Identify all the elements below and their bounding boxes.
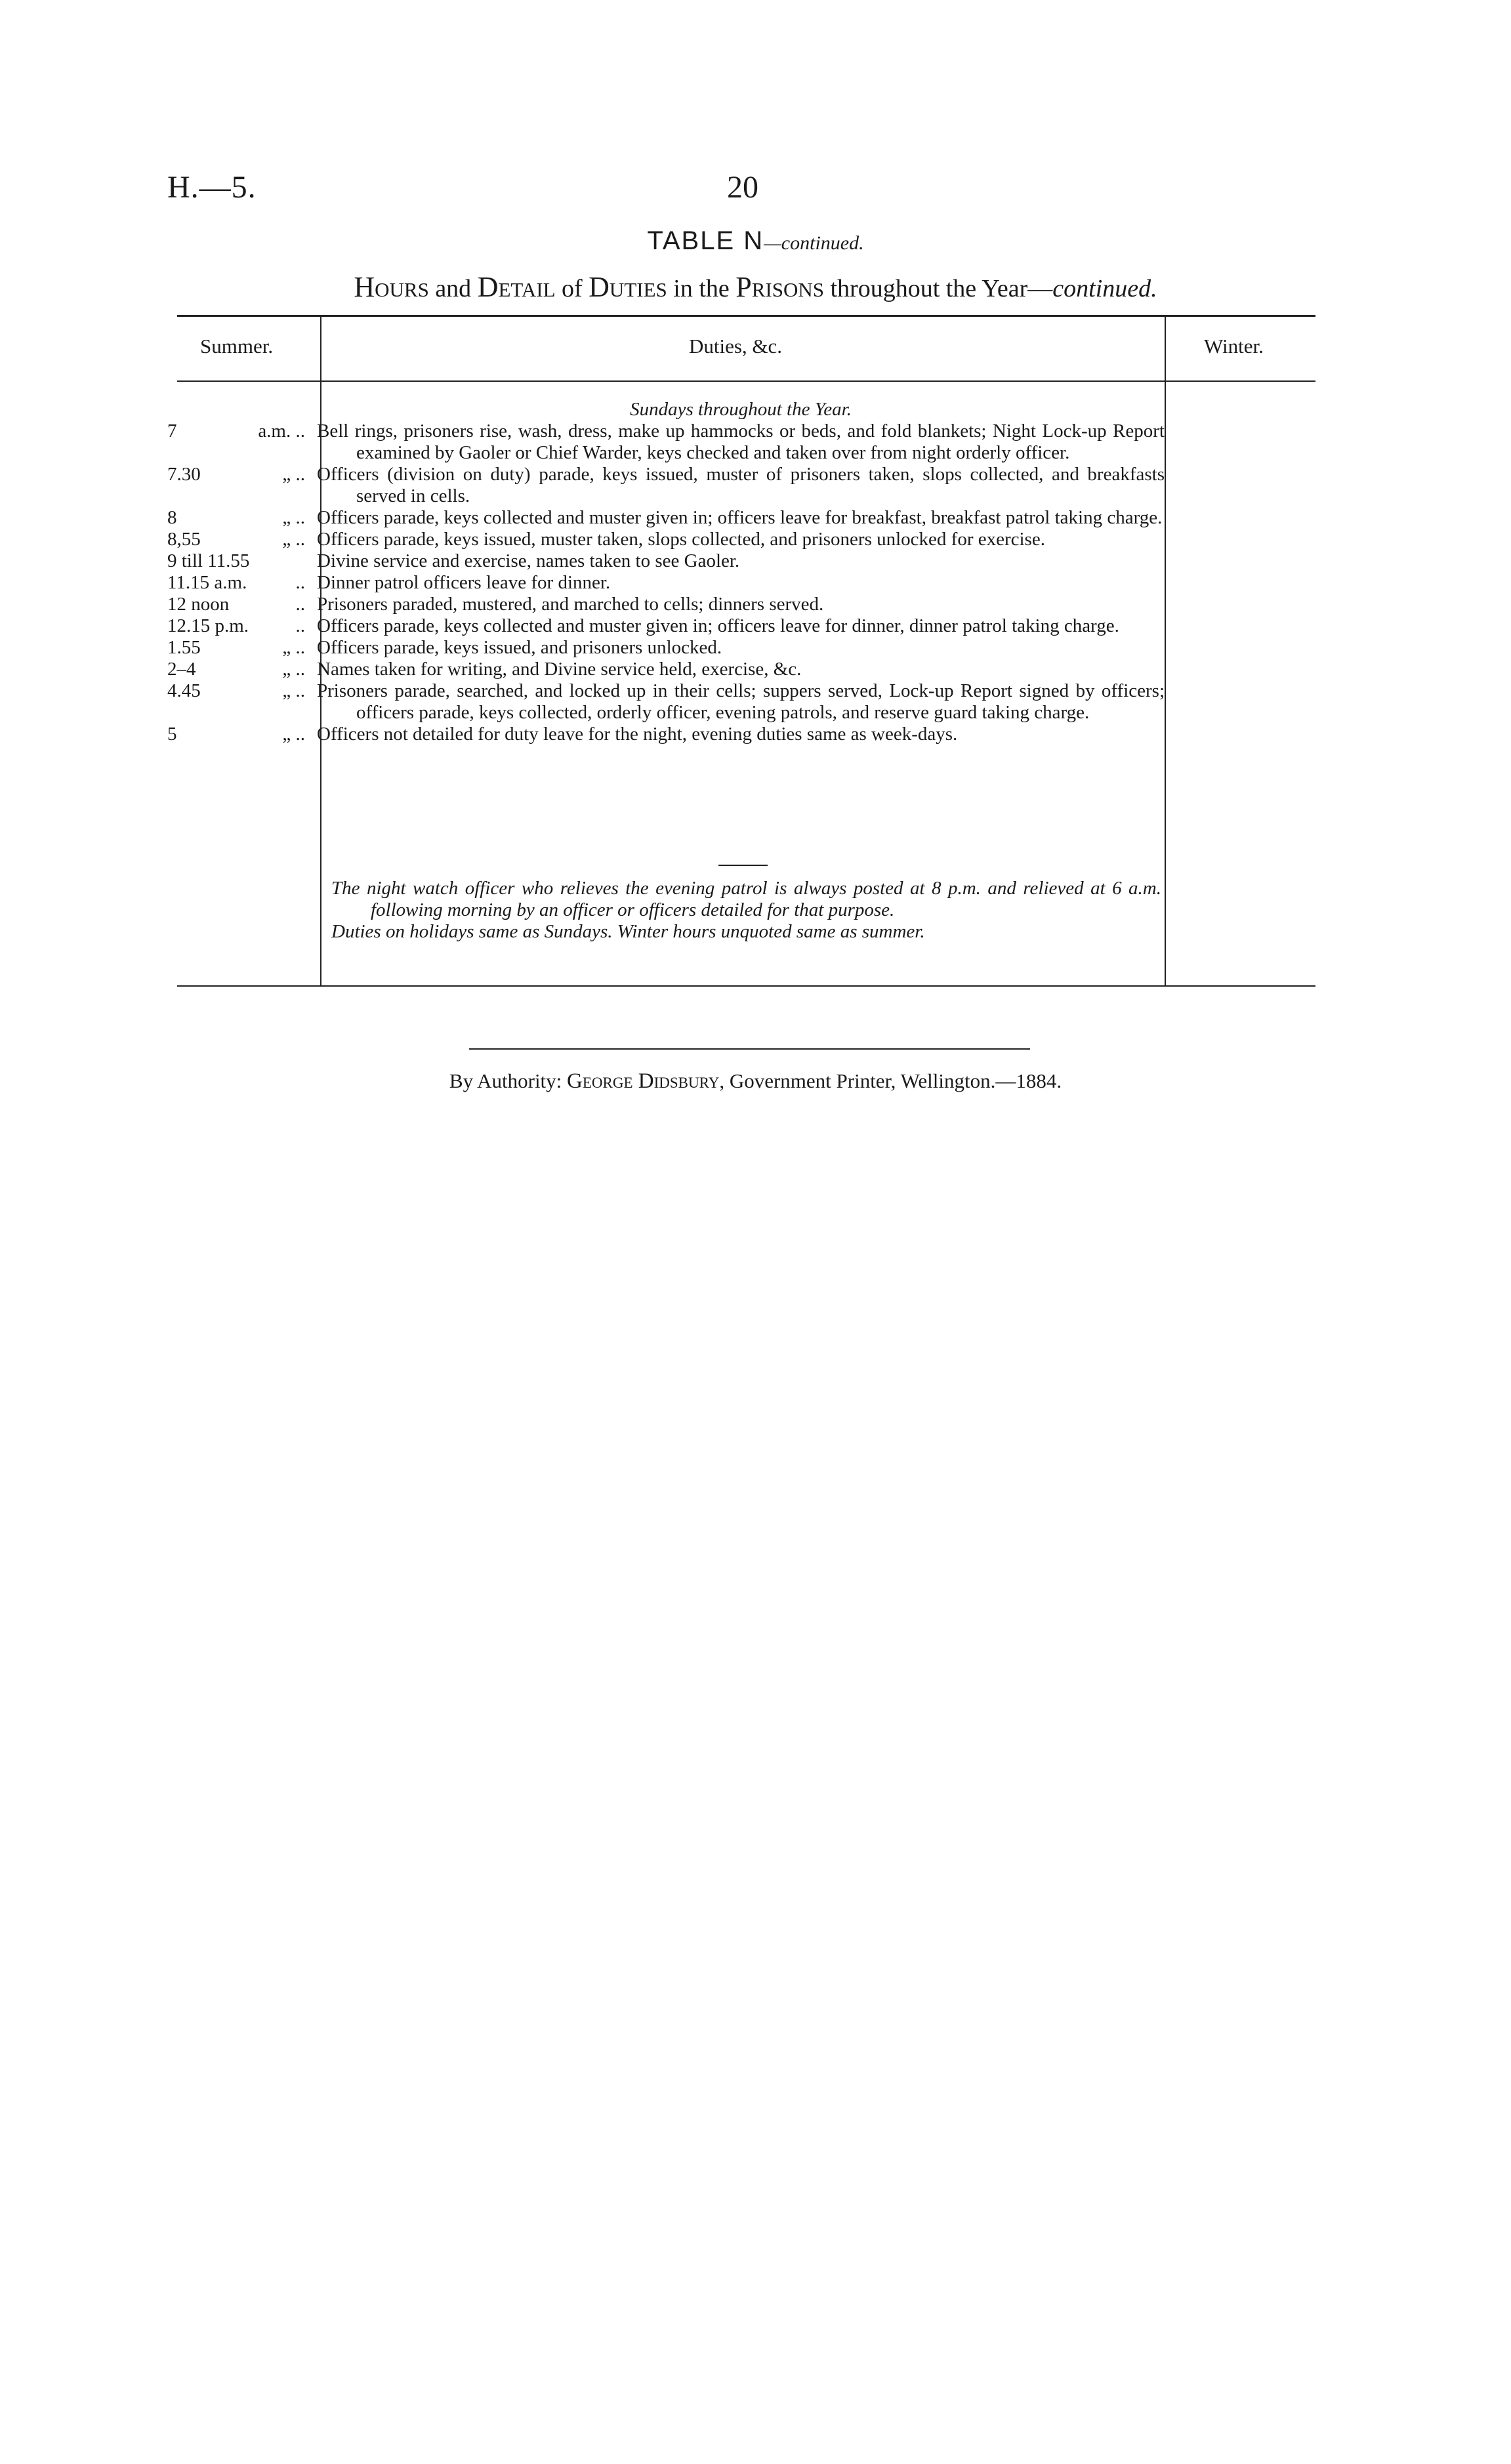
row-time-unit: „ .. <box>282 507 305 528</box>
row-duty: Bell rings, prisoners rise, wash, dress, make up hammocks or beds, and fold blankets; Night Lock-up Report examined by Gaoler or Chief Warder, keys checked and taken over from night orderly officer. <box>317 421 1165 463</box>
imprint-prefix: By Authority: <box>449 1069 568 1092</box>
table-row <box>167 507 1165 529</box>
table-row <box>167 572 1165 594</box>
row-duty: Officers parade, keys collected and muster given in; officers leave for dinner, dinner patrol taking charge. <box>317 615 1119 636</box>
row-time-unit: .. <box>295 572 305 593</box>
row-time-value: 8,55 <box>167 529 201 550</box>
table-row <box>167 637 1165 659</box>
row-time <box>167 572 317 594</box>
subtitle-continued: continued. <box>1052 275 1157 302</box>
row-time-unit: „ .. <box>282 529 305 550</box>
table-header-rule <box>177 380 1315 382</box>
row-time <box>167 507 317 529</box>
row-time-unit: „ .. <box>282 680 305 701</box>
row-time-unit: „ .. <box>282 464 305 485</box>
table-row <box>167 464 1165 507</box>
table-row <box>167 421 1165 464</box>
subtitle-word: Prisons <box>735 271 824 303</box>
table-row <box>167 659 1165 680</box>
row-time-value: 7.30 <box>167 464 201 485</box>
row-time <box>167 637 317 659</box>
row-time-value: 5 <box>167 724 177 745</box>
row-duty: Officers parade, keys collected and muster given in; officers leave for breakfast, breakfast patrol taking charge. <box>317 507 1163 528</box>
row-duty: Officers not detailed for duty leave for the night, evening duties same as week-days. <box>317 724 958 745</box>
table-notes <box>331 878 1161 943</box>
table-title-suffix: —continued. <box>764 232 864 254</box>
row-time <box>167 421 317 464</box>
row-duty: Officers parade, keys issued, muster taken, slops collected, and prisoners unlocked for exercise. <box>317 529 1045 550</box>
row-time <box>167 529 317 550</box>
column-header-winter: Winter. <box>1204 335 1264 358</box>
imprint-printer: George Didsbury <box>567 1069 720 1093</box>
subtitle-word: Duties <box>589 271 667 303</box>
row-time-unit: a.m. .. <box>258 421 305 441</box>
row-time <box>167 615 317 637</box>
row-duty: Officers (division on duty) parade, keys issued, muster of prisoners taken, slops collected, and breakfasts served in cells. <box>317 464 1165 506</box>
row-time <box>167 464 317 507</box>
imprint-suffix: , Government Printer, Wellington.—1884. <box>719 1069 1062 1092</box>
row-duty: Names taken for writing, and Divine service held, exercise, &c. <box>317 659 802 680</box>
row-time-unit: „ .. <box>282 659 305 680</box>
row-time <box>167 724 317 745</box>
table-title-main: TABLE N <box>647 226 764 255</box>
row-time-value: 7 <box>167 421 177 441</box>
row-time-unit: .. <box>295 594 305 615</box>
subtitle-text: in the <box>667 275 736 302</box>
table-row <box>167 615 1165 637</box>
note-holidays: Duties on holidays same as Sundays. Winter hours unquoted same as summer. <box>331 921 925 942</box>
row-time-unit: .. <box>295 615 305 636</box>
row-time-unit: „ .. <box>282 637 305 658</box>
table-title <box>0 226 1511 256</box>
row-time <box>167 594 317 615</box>
row-time-value: 8 <box>167 507 177 528</box>
row-duty: Dinner patrol officers leave for dinner. <box>317 572 611 593</box>
table-bottom-rule <box>177 985 1315 987</box>
row-time-value: 4.45 <box>167 680 201 701</box>
row-duty: Officers parade, keys issued, and prisoners unlocked. <box>317 637 722 658</box>
column-divider-right <box>1165 316 1166 985</box>
row-time-value: 12.15 p.m. <box>167 615 249 636</box>
row-time-unit: „ .. <box>282 724 305 745</box>
subtitle-word: Detail <box>477 271 556 303</box>
imprint-rule <box>469 1048 1030 1050</box>
row-time-value: 1.55 <box>167 637 201 658</box>
row-time <box>167 550 317 572</box>
table-row <box>167 550 1165 572</box>
row-time-value: 9 till 11.55 <box>167 550 250 571</box>
table-top-rule <box>177 315 1315 317</box>
row-duty: Prisoners parade, searched, and locked up in their cells; suppers served, Lock-up Report signed by officers; officers parade, keys collected, orderly officer, evening patrols, and reserve guard taking charge. <box>317 680 1165 723</box>
row-duty: Prisoners paraded, mustered, and marched to cells; dinners served. <box>317 594 824 615</box>
table-subtitle <box>0 270 1511 304</box>
row-time-value: 11.15 a.m. <box>167 572 247 593</box>
row-list <box>167 421 1165 745</box>
section-heading: Sundays throughout the Year. <box>630 399 852 420</box>
table-row <box>167 724 1165 745</box>
notes-divider <box>718 865 768 866</box>
printer-imprint <box>0 1069 1511 1094</box>
subtitle-text: and <box>428 275 478 302</box>
subtitle-word: Hours <box>354 271 429 303</box>
page-number: 20 <box>727 170 758 205</box>
table-row <box>167 594 1165 615</box>
row-time <box>167 659 317 680</box>
subtitle-text: throughout the Year— <box>823 275 1053 302</box>
table-row <box>167 680 1165 724</box>
column-header-duties: Duties, &c. <box>689 335 783 358</box>
row-duty: Divine service and exercise, names taken to see Gaoler. <box>317 550 740 571</box>
subtitle-text: of <box>555 275 589 302</box>
table-row <box>167 529 1165 550</box>
row-time-value: 12 noon <box>167 594 230 615</box>
duties-table-body <box>167 399 1165 745</box>
row-time <box>167 680 317 724</box>
row-time-value: 2–4 <box>167 659 196 680</box>
note-night-watch: The night watch officer who relieves the evening patrol is always posted at 8 p.m. and relieved at 6 a.m. following morning by an officer or officers detailed for that purpose. <box>331 878 1161 920</box>
column-header-summer: Summer. <box>200 335 274 358</box>
page-identifier: H.—5. <box>167 170 257 205</box>
